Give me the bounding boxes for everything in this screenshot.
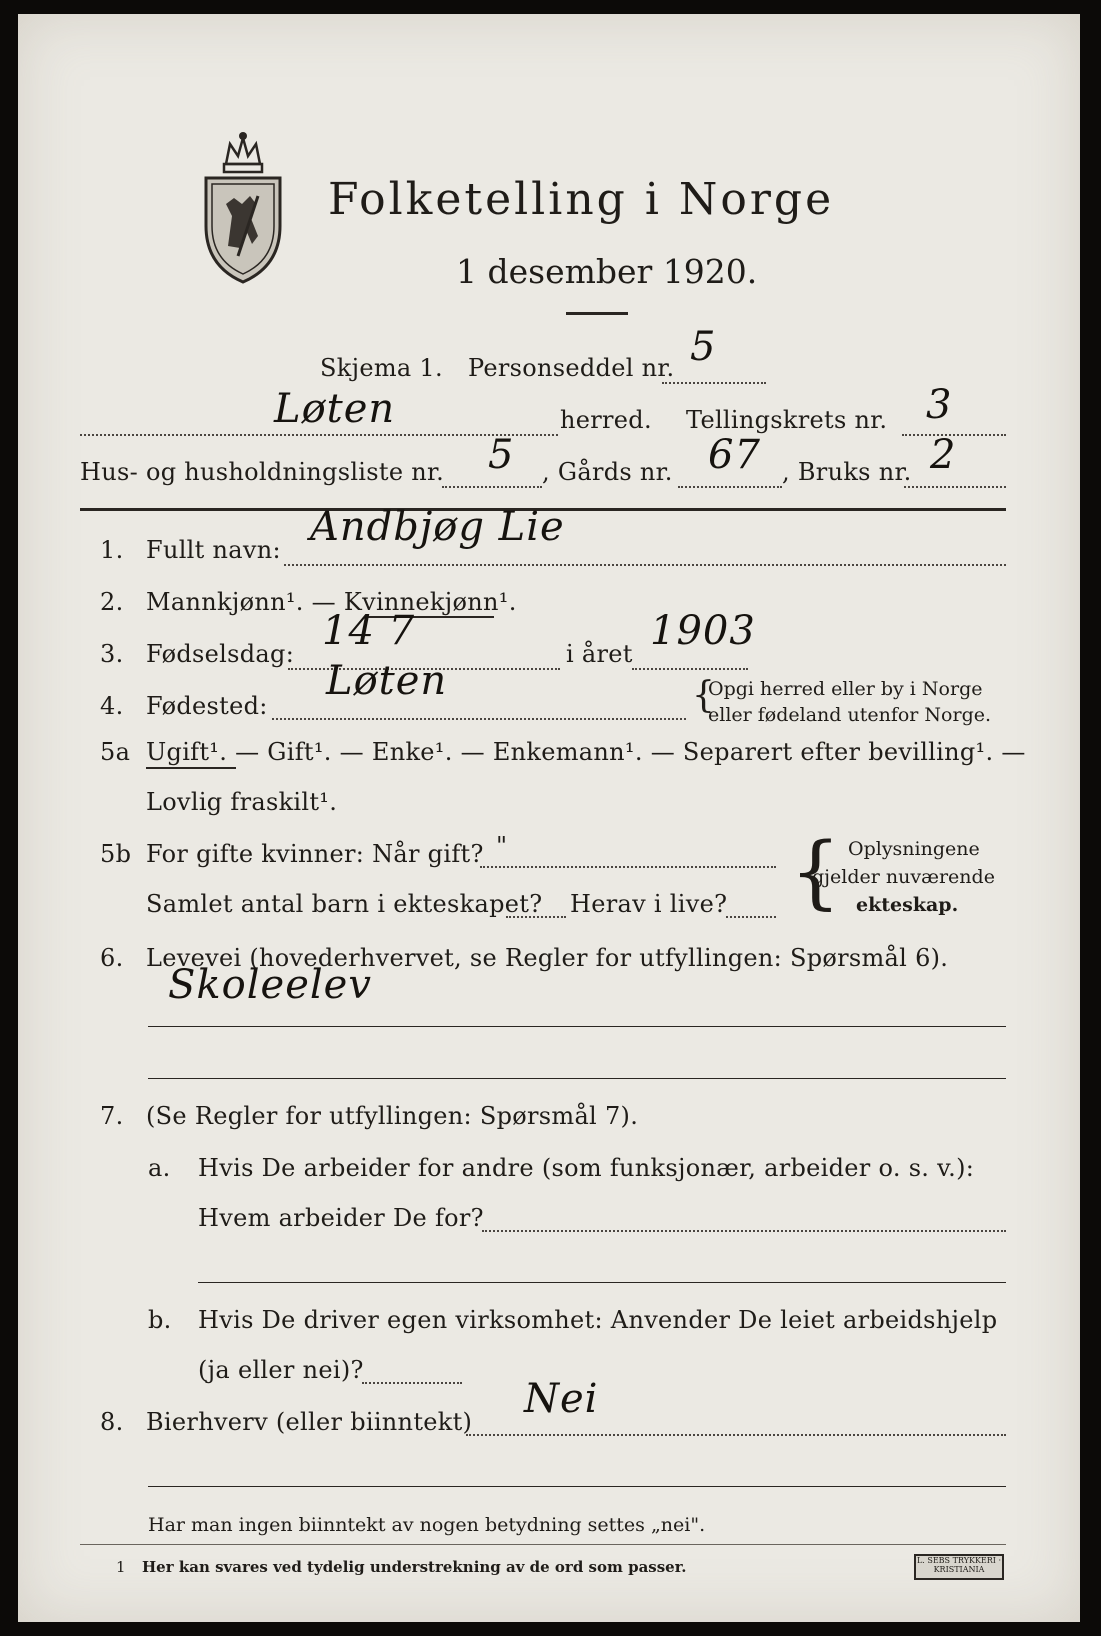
q5b-note-line3: ekteskap.	[856, 894, 959, 916]
q1-number: 1.	[100, 536, 124, 564]
footnote-rule	[80, 1544, 1006, 1545]
q8-label: Bierhverv (eller biinntekt)	[146, 1408, 473, 1436]
employer-line-2	[198, 1282, 1006, 1283]
birthplace-line	[272, 718, 686, 720]
q7-label: (Se Regler for utfyllingen: Spørsmål 7).	[146, 1102, 639, 1130]
bruks-value[interactable]: 2	[930, 432, 957, 478]
ugift-underline	[146, 767, 236, 769]
herred-line	[80, 434, 558, 436]
birthplace-value[interactable]: Løten	[326, 658, 448, 704]
birth-year-line	[632, 668, 748, 670]
marital-status-options[interactable]: Ugift¹. — Gift¹. — Enke¹. — Enkemann¹. — Separert efter bevilling¹. —	[146, 738, 1026, 766]
birth-year-value[interactable]: 1903	[650, 608, 756, 654]
gards-value[interactable]: 67	[708, 432, 761, 478]
q5b-note-line2: gjelder nuværende	[812, 866, 995, 888]
birthday-value[interactable]: 14 7	[322, 608, 416, 654]
q3-number: 3.	[100, 640, 124, 668]
bruks-line	[904, 486, 1006, 488]
q4-label: Fødested:	[146, 692, 268, 720]
occupation-line-1	[148, 1026, 1006, 1027]
husliste-value[interactable]: 5	[488, 432, 515, 478]
bruks-label: , Bruks nr.	[782, 458, 912, 486]
q4-note-line2: eller fødeland utenfor Norge.	[708, 704, 992, 726]
husliste-label: Hus- og husholdningsliste nr.	[80, 458, 445, 486]
children-line	[506, 916, 566, 918]
side-income-note: Har man ingen biinntekt av nogen betydning settes „nei".	[148, 1514, 706, 1536]
side-income-value[interactable]: Nei	[524, 1376, 599, 1422]
q2-sex-options[interactable]: Mannkjønn¹. — Kvinnekjønn¹.	[146, 588, 517, 616]
q7a-employer-label: Hvem arbeider De for?	[198, 1204, 484, 1232]
q5a-number: 5a	[100, 738, 131, 766]
gards-label: , Gårds nr.	[542, 458, 673, 486]
tellingskrets-label: Tellingskrets nr.	[686, 406, 888, 434]
q3-label: Fødselsdag:	[146, 640, 295, 668]
alive-line	[726, 916, 776, 918]
q2-number: 2.	[100, 588, 124, 616]
q5b-children-label: Samlet antal barn i ekteskapet?	[146, 890, 543, 918]
side-income-line-2	[148, 1486, 1006, 1487]
personseddel-line	[662, 382, 766, 384]
q7b-hired-help-label: (ja eller nei)?	[198, 1356, 364, 1384]
herred-label: herred.	[560, 406, 652, 434]
married-date-line	[480, 866, 776, 868]
herred-value[interactable]: Løten	[274, 386, 396, 432]
hired-help-line	[362, 1382, 462, 1384]
q5b-alive-label: Herav i live?	[570, 890, 728, 918]
side-income-line	[466, 1434, 1006, 1436]
q6-label: Levevei (hovederhvervet, se Regler for utfyllingen: Spørsmål 6).	[146, 944, 949, 972]
form-date: 1 desember 1920.	[456, 252, 758, 291]
married-date-value[interactable]: "	[496, 832, 508, 860]
husliste-line	[442, 486, 542, 488]
footnote-mark: 1	[116, 1558, 126, 1576]
q7b-letter: b.	[148, 1306, 172, 1334]
personseddel-label: Personseddel nr.	[468, 354, 675, 382]
q5b-number: 5b	[100, 840, 132, 868]
form-title: Folketelling i Norge	[328, 174, 835, 225]
q5b-note-line1: Oplysningene	[848, 838, 980, 860]
q7a-letter: a.	[148, 1154, 171, 1182]
q1-label: Fullt navn:	[146, 536, 281, 564]
tellingskrets-value[interactable]: 3	[926, 382, 953, 428]
q8-number: 8.	[100, 1408, 124, 1436]
census-form	[18, 14, 1080, 1622]
gards-line	[678, 486, 782, 488]
title-divider	[566, 312, 628, 315]
q5b-brace: {	[790, 825, 841, 918]
q4-note-line1: Opgi herred eller by i Norge	[708, 678, 983, 700]
full-name-value[interactable]: Andbjøg Lie	[310, 504, 565, 550]
occupation-line-2	[148, 1078, 1006, 1079]
full-name-line	[284, 564, 1006, 566]
printer-stamp-text: L. SEBS TRYKKERI · KRISTIANIA	[916, 1556, 1002, 1574]
q6-number: 6.	[100, 944, 124, 972]
personseddel-value[interactable]: 5	[690, 324, 717, 370]
q4-brace: {	[692, 675, 715, 716]
q4-number: 4.	[100, 692, 124, 720]
occupation-value[interactable]: Skoleelev	[168, 962, 372, 1008]
norwegian-coat-of-arms-icon	[198, 126, 288, 286]
employer-line	[482, 1230, 1006, 1232]
q7-number: 7.	[100, 1102, 124, 1130]
marital-status-options-cont[interactable]: Lovlig fraskilt¹.	[146, 788, 338, 816]
q7b-line1: Hvis De driver egen virksomhet: Anvender De leiet arbeidshjelp	[198, 1306, 998, 1334]
q5b-married-label: For gifte kvinner: Når gift?	[146, 840, 484, 868]
skjema-label: Skjema 1.	[320, 354, 443, 382]
footnote-text: Her kan svares ved tydelig understrekning av de ord som passer.	[142, 1558, 687, 1576]
printer-stamp	[914, 1554, 1004, 1580]
year-label: i året	[566, 640, 633, 668]
q7a-line1: Hvis De arbeider for andre (som funksjonær, arbeider o. s. v.):	[198, 1154, 975, 1182]
